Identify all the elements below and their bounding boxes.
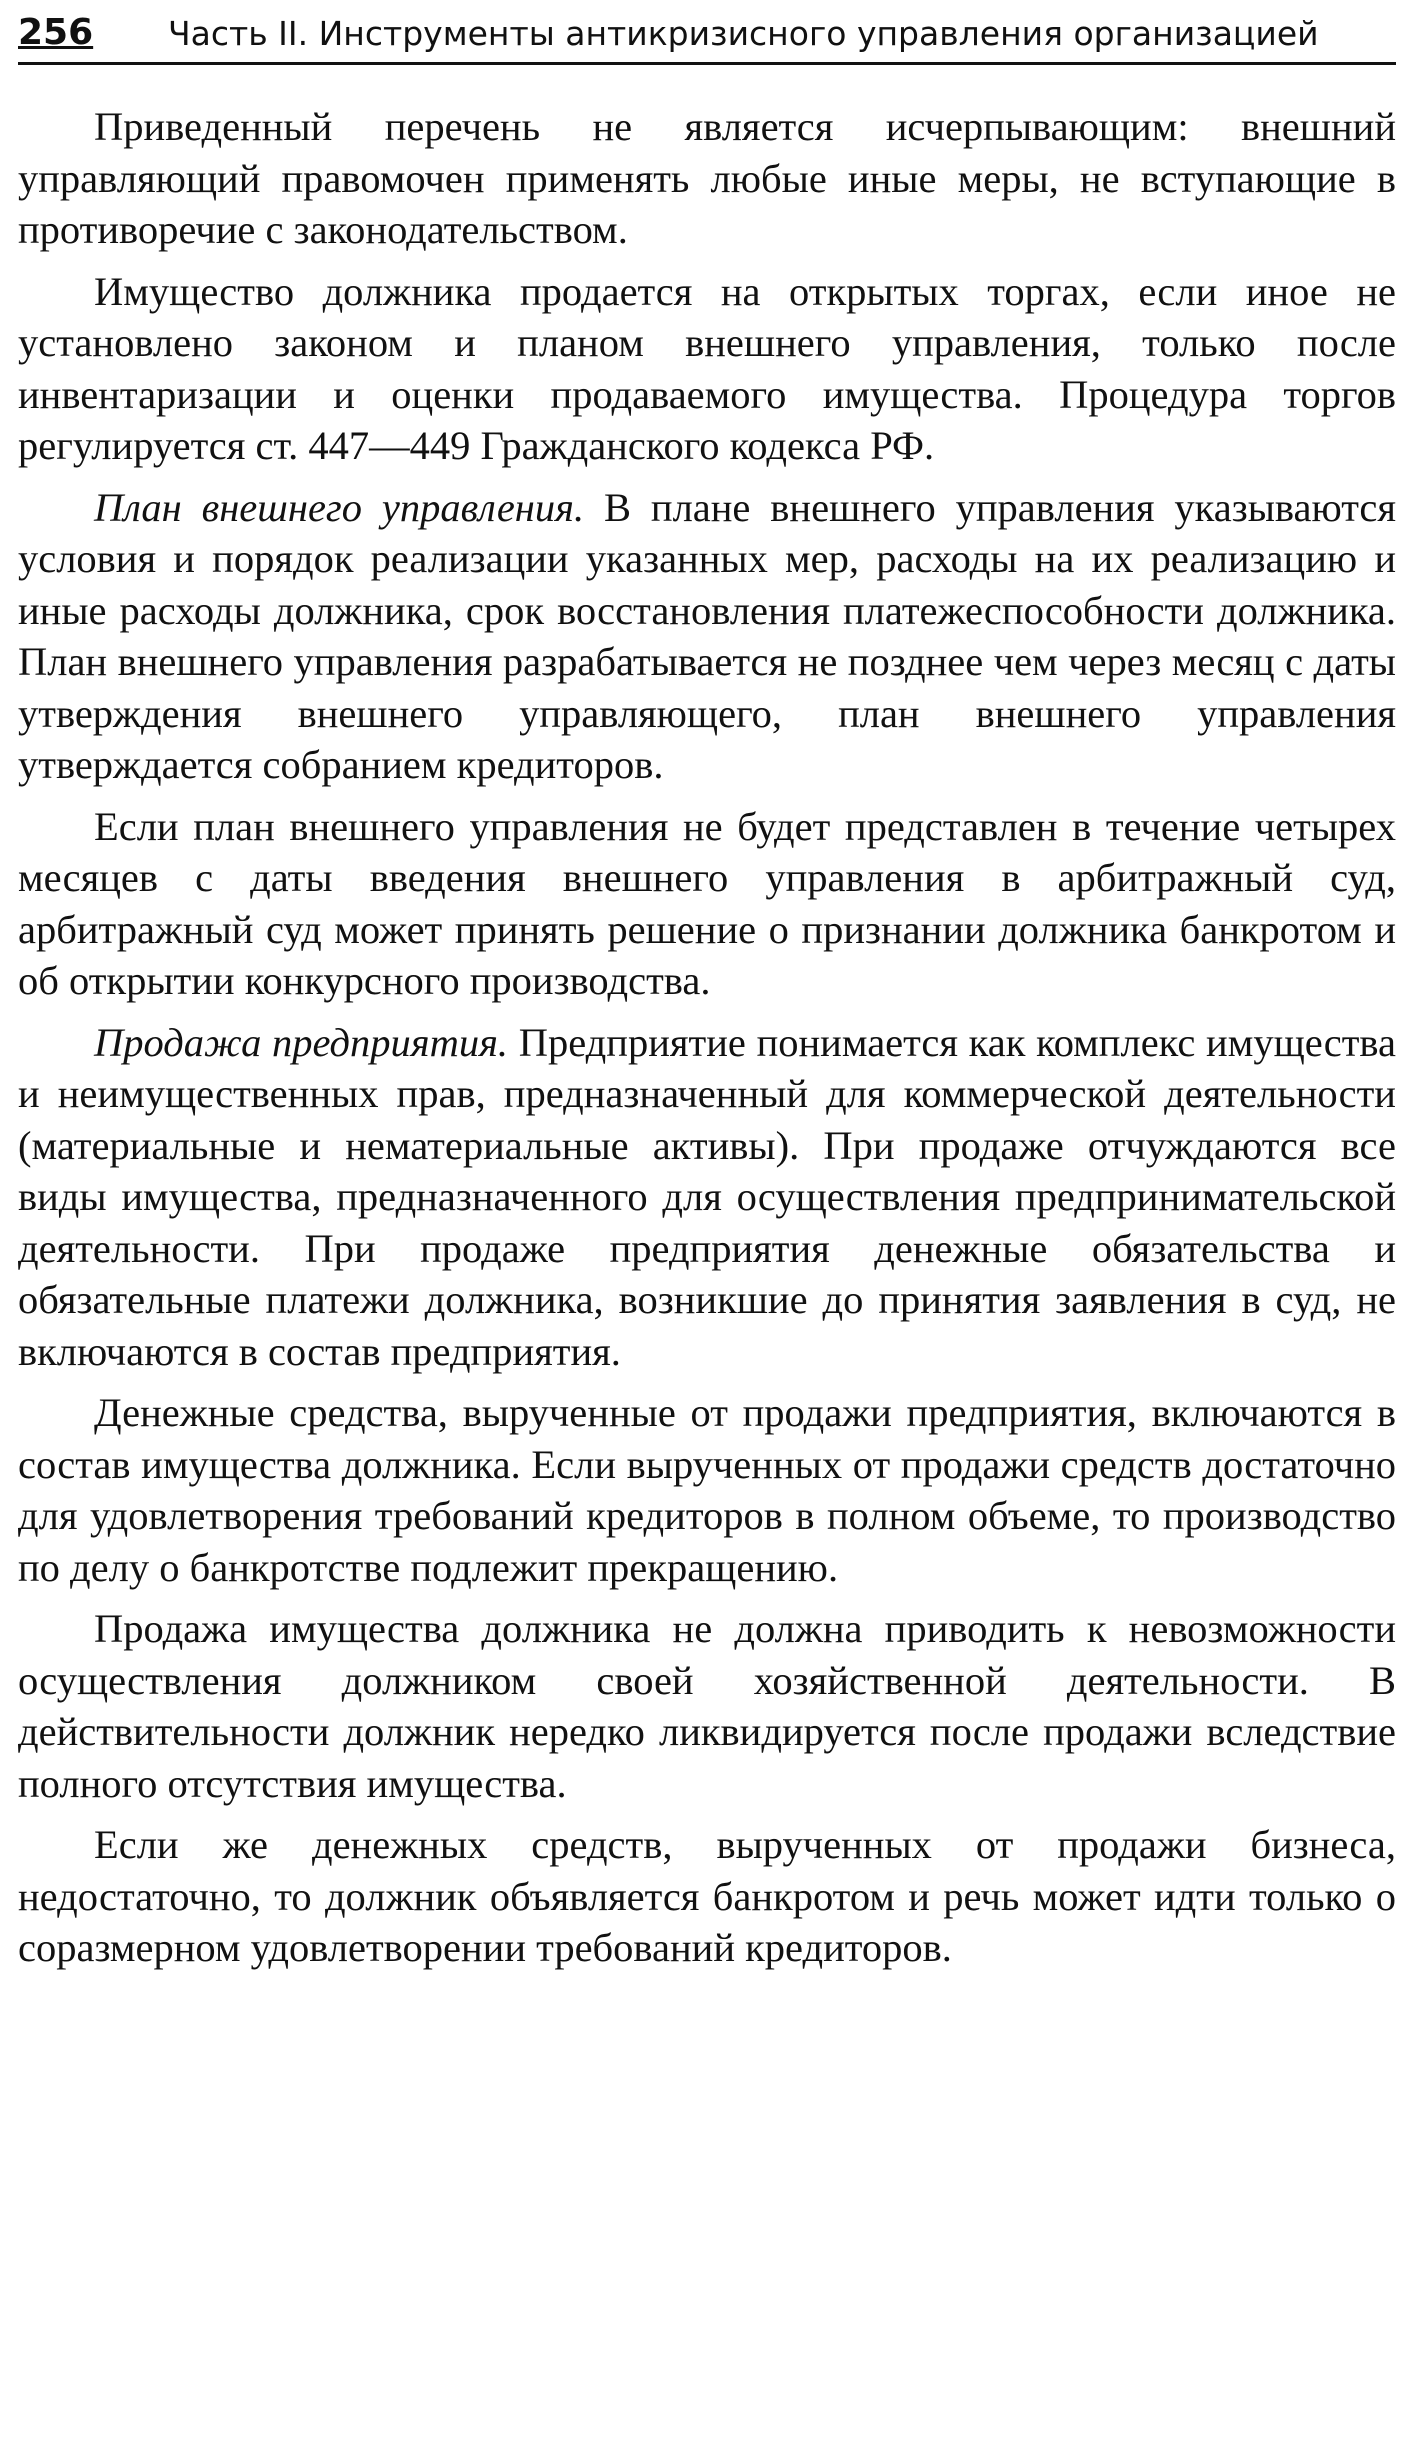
- page-number: 256: [18, 12, 94, 53]
- body-text: [18, 101, 1396, 1984]
- paragraph-text: Если же денежных средств, вырученных от продажи бизнеса, недостаточно, то должник объявляется банкротом и речь может идти только о соразмерном удовлетворении требований кредиторов.: [18, 1822, 1396, 1970]
- paragraph-8: [18, 1819, 1396, 1984]
- paragraph-4: [18, 801, 1396, 1017]
- section-run-in-heading: Продажа предприятия.: [94, 1019, 509, 1065]
- paragraph-text: В плане внешнего управления указываются условия и порядок реализации указанных мер, расходы на их реализацию и иные расходы должника, срок восстановления платежеспособности должника. План внешнего управления разрабатывается не позднее чем через месяц с даты утверждения внешнего управляющего, план внешнего управления утверждается собранием кредиторов.: [18, 484, 1397, 787]
- paragraph-text: Продажа имущества должника не должна приводить к невозможности осуществления должником своей хозяйственной деятельности. В действительности должник нередко ликвидируется после продажи вследствие полного отсутствия имущества.: [18, 1606, 1396, 1806]
- running-header: [18, 0, 1396, 65]
- paragraph-1: [18, 101, 1396, 266]
- paragraph-text: Если план внешнего управления не будет представлен в течение четырех месяцев с даты введения внешнего управления в арбитражный суд, арбитражный суд может принять решение о признании должника банкротом и об открытии конкурсного производства.: [18, 803, 1396, 1003]
- paragraph-3: [18, 482, 1396, 801]
- paragraph-2: [18, 266, 1396, 482]
- book-page: [18, 0, 1396, 1984]
- paragraph-text: Приведенный перечень не является исчерпывающим: внешний управляющий правомочен применять любые иные меры, не вступающие в противоречие с законодательством.: [18, 104, 1396, 252]
- paragraph-text: Имущество должника продается на открытых торгах, если иное не установлено законом и планом внешнего управления, только после инвентаризации и оценки продаваемого имущества. Процедура торгов регулируется ст. 447—449 Гражданского кодекса РФ.: [18, 268, 1396, 468]
- paragraph-6: [18, 1387, 1396, 1603]
- paragraph-text: Денежные средства, вырученные от продажи предприятия, включаются в состав имущества должника. Если вырученных от продажи средств достаточно для удовлетворения требований кредиторов в полном объеме, то производство по делу о банкротстве подлежит прекращению.: [18, 1390, 1396, 1590]
- paragraph-7: [18, 1603, 1396, 1819]
- paragraph-5: [18, 1017, 1396, 1388]
- paragraph-text: Предприятие понимается как комплекс имущества и неимущественных прав, предназначенный для коммерческой деятельности (материальные и нематериальные активы). При продаже отчуждаются все виды имущества, предназначенного для осуществления предпринимательской деятельности. При продаже предприятия денежные обязательства и обязательные платежи должника, возникшие до принятия заявления в суд, не включаются в состав предприятия.: [18, 1019, 1396, 1374]
- chapter-title: Часть II. Инструменты антикризисного управления организацией: [168, 14, 1319, 53]
- section-run-in-heading: План внешнего управления.: [94, 484, 585, 530]
